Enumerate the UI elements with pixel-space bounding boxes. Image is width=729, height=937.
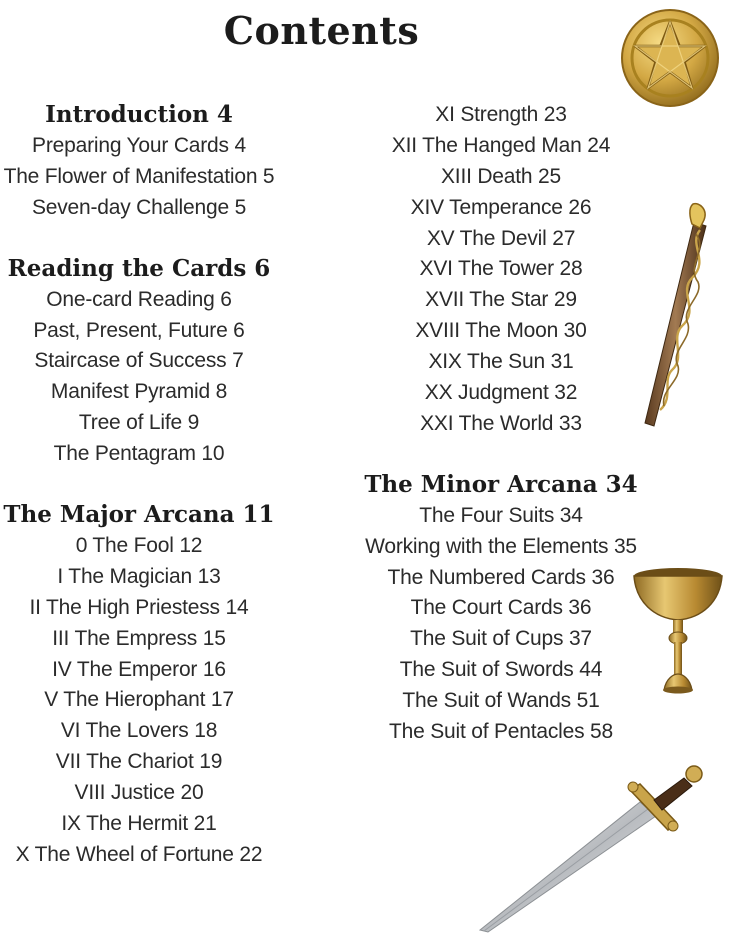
toc-entry[interactable]: XVI The Tower 28 bbox=[419, 257, 583, 281]
sword-icon bbox=[470, 760, 710, 935]
section-heading[interactable]: Introduction 4 bbox=[45, 101, 233, 128]
toc-entry[interactable]: The Suit of Wands 51 bbox=[402, 689, 600, 713]
toc-entry[interactable]: One-card Reading 6 bbox=[46, 287, 232, 311]
section-heading[interactable]: Reading the Cards 6 bbox=[7, 254, 271, 282]
section-reading-the-cards bbox=[0, 252, 278, 470]
toc-entry[interactable]: The Numbered Cards 36 bbox=[387, 565, 615, 589]
toc-entry[interactable]: The Pentagram 10 bbox=[53, 442, 225, 466]
toc-right-column bbox=[356, 100, 646, 776]
toc-entry[interactable]: The Flower of Manifestation 5 bbox=[3, 164, 275, 188]
toc-entry[interactable]: Seven-day Challenge 5 bbox=[31, 195, 247, 219]
toc-entry[interactable]: XXI The World 33 bbox=[420, 411, 582, 435]
toc-entry[interactable]: VI The Lovers 18 bbox=[60, 719, 218, 743]
toc-entry[interactable]: Tree of Life 9 bbox=[78, 411, 200, 435]
section-heading[interactable]: The Minor Arcana 34 bbox=[364, 470, 638, 498]
toc-entry[interactable]: XII The Hanged Man 24 bbox=[391, 133, 611, 157]
toc-entry[interactable]: XI Strength 23 bbox=[435, 103, 567, 126]
toc-entry[interactable]: Working with the Elements 35 bbox=[365, 534, 637, 558]
toc-entry[interactable]: I The Magician 13 bbox=[57, 564, 221, 588]
toc-entry[interactable]: The Suit of Swords 44 bbox=[399, 658, 603, 682]
toc-entry[interactable]: Preparing Your Cards 4 bbox=[32, 134, 246, 157]
toc-entry[interactable]: The Court Cards 36 bbox=[410, 596, 592, 620]
toc-entry[interactable]: The Suit of Cups 37 bbox=[410, 627, 592, 651]
section-minor-arcana bbox=[356, 468, 646, 748]
page-title: Contents bbox=[223, 8, 420, 53]
toc-entry[interactable]: VIII Justice 20 bbox=[74, 781, 204, 805]
toc-entry[interactable]: VII The Chariot 19 bbox=[55, 750, 223, 774]
section-heading[interactable]: The Major Arcana 11 bbox=[3, 501, 275, 529]
toc-entry[interactable]: XIX The Sun 31 bbox=[428, 350, 574, 374]
toc-entry[interactable]: Staircase of Success 7 bbox=[34, 349, 244, 373]
toc-entry[interactable]: XVIII The Moon 30 bbox=[415, 319, 587, 343]
cup-icon bbox=[630, 564, 726, 696]
wand-icon bbox=[630, 200, 720, 435]
toc-entry[interactable]: XX Judgment 32 bbox=[424, 381, 578, 405]
toc-left-column bbox=[0, 98, 278, 899]
toc-entry[interactable]: X The Wheel of Fortune 22 bbox=[15, 842, 263, 866]
pentacle-icon bbox=[618, 6, 722, 110]
section-major-arcana bbox=[0, 498, 278, 871]
section-major-arcana-continued bbox=[356, 100, 646, 440]
toc-entry[interactable]: Past, Present, Future 6 bbox=[33, 318, 245, 342]
toc-entry[interactable]: V The Hierophant 17 bbox=[44, 688, 234, 712]
section-introduction bbox=[0, 98, 278, 224]
toc-entry[interactable]: The Suit of Pentacles 58 bbox=[388, 720, 613, 744]
toc-entry[interactable]: IX The Hermit 21 bbox=[61, 812, 217, 836]
toc-entry[interactable]: The Four Suits 34 bbox=[419, 503, 583, 527]
toc-entry[interactable]: XIV Temperance 26 bbox=[410, 195, 592, 219]
toc-entry[interactable]: III The Empress 15 bbox=[52, 626, 226, 650]
toc-entry[interactable]: IV The Emperor 16 bbox=[52, 657, 226, 681]
toc-entry[interactable]: II The High Priestess 14 bbox=[29, 595, 249, 619]
toc-entry[interactable]: XIII Death 25 bbox=[441, 164, 561, 188]
toc-entry[interactable]: Manifest Pyramid 8 bbox=[50, 380, 228, 404]
toc-entry[interactable]: XVII The Star 29 bbox=[425, 288, 577, 312]
toc-entry[interactable]: 0 The Fool 12 bbox=[75, 534, 203, 558]
toc-entry[interactable]: XV The Devil 27 bbox=[426, 226, 576, 250]
